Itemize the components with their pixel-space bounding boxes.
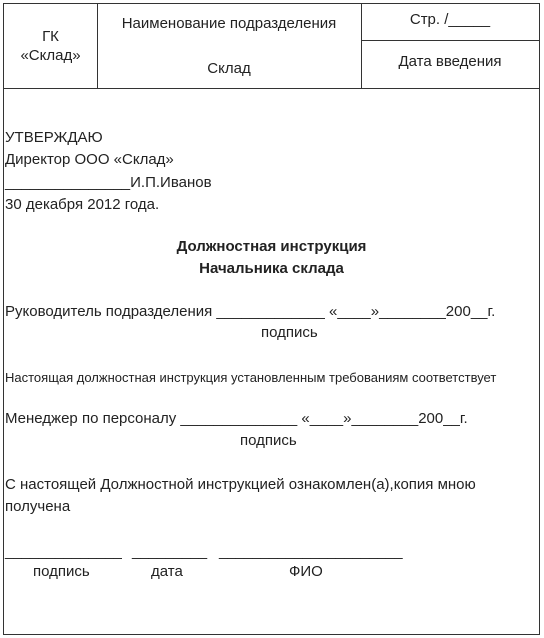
page-number: Стр. /_____ — [409, 11, 491, 28]
hr-manager-line: Менеджер по персоналу ______________ «____»________200__г. — [5, 410, 468, 427]
approve-heading: УТВЕРЖДАЮ — [5, 129, 103, 146]
dept-head-caption: подпись — [261, 324, 318, 341]
signoff-blank-name: ______________________ — [219, 543, 403, 560]
signoff-blank-signature: ______________ — [5, 543, 122, 560]
org-name-line2: «Склад» — [20, 47, 81, 64]
compliance-text: Настоящая должностная инструкция установленным требованиям соответствует — [5, 370, 497, 385]
ack-line1: С настоящей Должностной инструкцией ознакомлен(а),копия мною — [5, 476, 476, 493]
doc-title-line2: Начальника склада — [199, 260, 344, 277]
org-name-line1: ГК — [42, 28, 59, 45]
dept-head-line: Руководитель подразделения _____________ «____»________200__г. — [5, 303, 496, 320]
header-bottom-border — [4, 88, 539, 89]
date-introduced: Дата введения — [398, 53, 502, 70]
header-right-middle — [361, 40, 539, 41]
doc-title-line1: Должностная инструкция — [176, 238, 367, 255]
ack-line2: получена — [5, 498, 71, 515]
dept-value: Склад — [207, 60, 251, 77]
signoff-caption-signature: подпись — [33, 563, 90, 580]
signoff-caption-date: дата — [151, 563, 183, 580]
hr-manager-caption: подпись — [240, 432, 297, 449]
signoff-caption-name: ФИО — [289, 563, 323, 580]
approval-date: 30 декабря 2012 года. — [5, 196, 160, 213]
approver-position: Директор ООО «Склад» — [5, 151, 174, 168]
approver-signature: _______________И.П.Иванов — [5, 174, 212, 191]
dept-title: Наименование подразделения — [121, 15, 337, 32]
signoff-blank-date: _________ — [132, 543, 208, 560]
